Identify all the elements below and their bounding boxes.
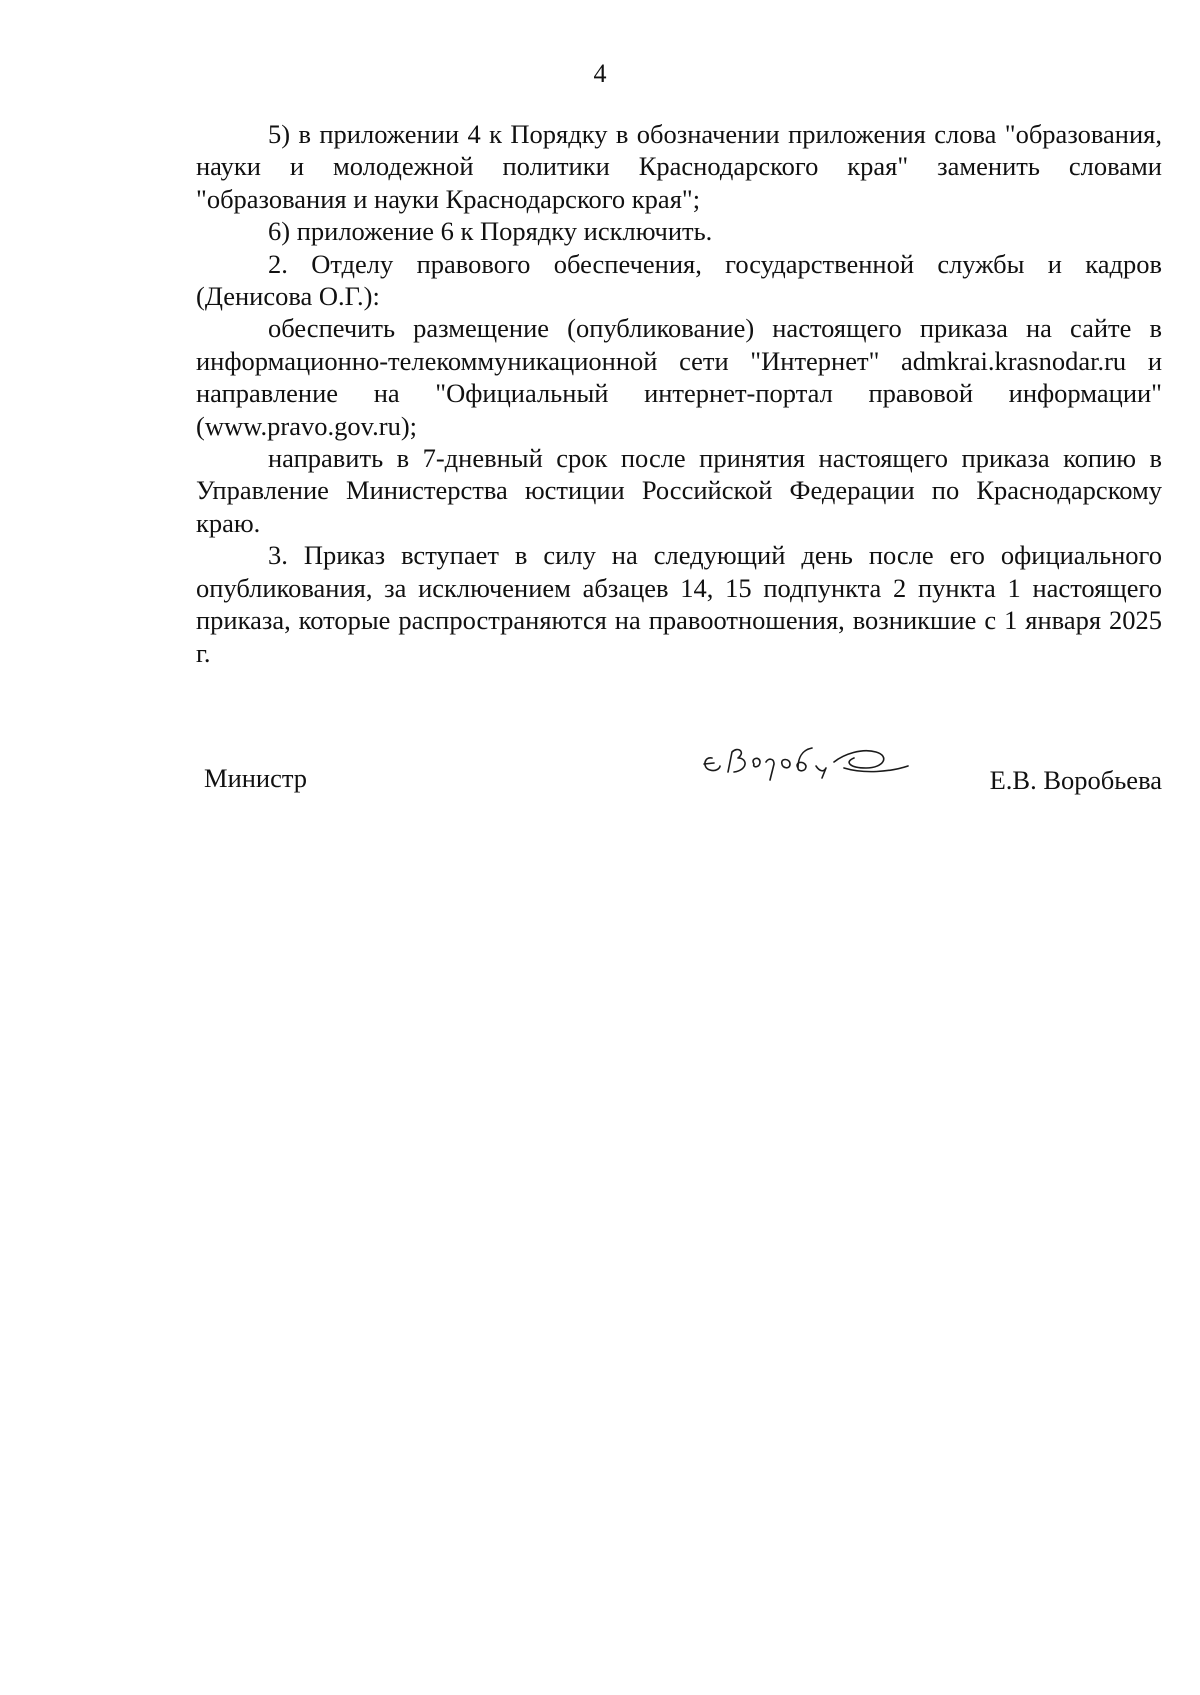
handwritten-signature: [694, 728, 916, 788]
page-number: 4: [593, 59, 607, 88]
paragraph-publication: обеспечить размещение (опубликование) настоящего приказа на сайте в информационно-телекоммуникационной сети "Интернет" admkrai.krasnodar.ru и направление на "Официальный интернет-портал правовой информации" (www.pravo.gov.ru);: [196, 313, 1162, 441]
signatory-title: Министр: [204, 763, 308, 793]
paragraph-clause-3: 3. Приказ вступает в силу на следующий день после его официального опубликования, за исключением абзацев 14, 15 подпункта 2 пункта 1 настоящего приказа, которые распространяются на правоотношения, возникшие с 1 января 2025 г.: [196, 540, 1162, 668]
paragraph-clause-2: 2. Отделу правового обеспечения, государственной службы и кадров (Денисова О.Г.):: [196, 248, 1162, 312]
paragraph-item-6: 6) приложение 6 к Порядку исключить.: [268, 216, 713, 247]
signature-block: [196, 720, 1162, 795]
document-body: [196, 118, 1162, 669]
signatory-name: Е.В. Воробьева: [989, 765, 1162, 795]
paragraph-item-5: 5) в приложении 4 к Порядку в обозначении приложения слова "образования, науки и молодежной политики Краснодарского края" заменить словами "образования и науки Краснодарского края";: [196, 119, 1162, 214]
paragraph-copy-submission: направить в 7-дневный срок после принятия настоящего приказа копию в Управление Министерства юстиции Российской Федерации по Краснодарскому краю.: [196, 443, 1162, 538]
